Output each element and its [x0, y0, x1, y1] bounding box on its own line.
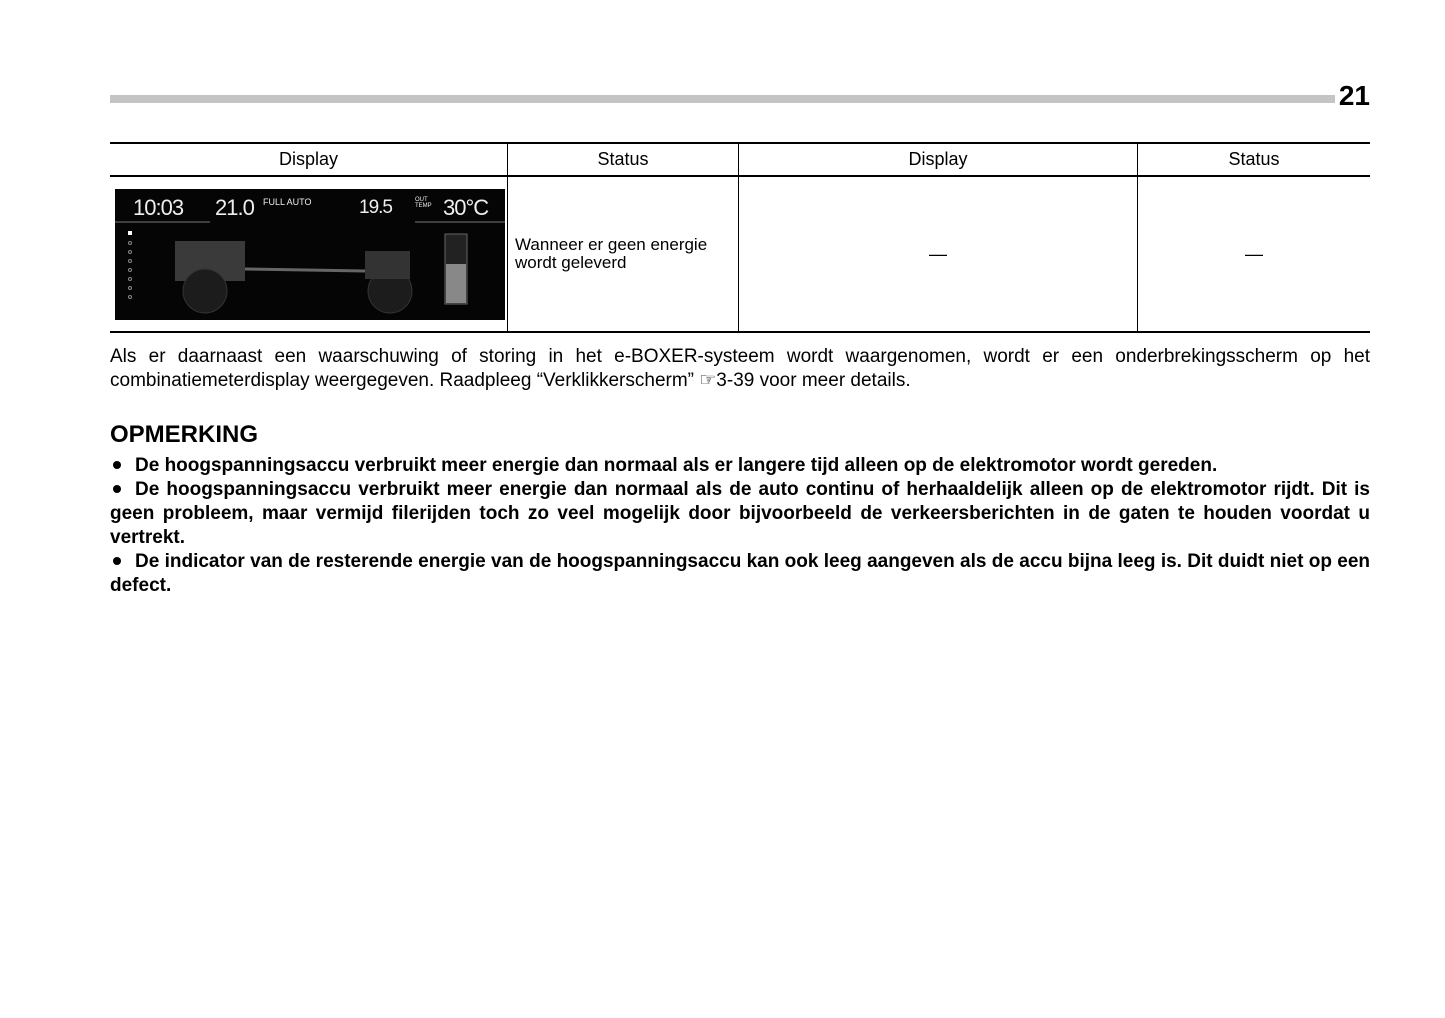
note-text: De indicator van de resterende energie van de hoogspanningsaccu kan ook leeg aangeven als de accu bijna leeg is. Dit duidt niet op een defect. [110, 551, 1370, 596]
header-display: Display [110, 143, 508, 176]
body-paragraph: Als er daarnaast een waarschuwing of storing in het e-BOXER-systeem wordt waargenomen, wordt er een onderbrekingsscherm op het combinatiemeterdisplay weergegeven. Raadpleeg “Verklikkerscherm” ☞3-39 voor meer details. [110, 346, 1370, 391]
header-rule [110, 95, 1335, 103]
out-temp-text: 30°C [443, 194, 489, 220]
clock-text: 10:03 [133, 194, 184, 220]
status-text: Wanneer er geen energie wordt geleverd [508, 176, 739, 332]
page-number: 21 [1338, 80, 1370, 111]
note-text: De hoogspanningsaccu verbruikt meer energie dan normaal als er langere tijd alleen op de elektromotor wordt gereden. [135, 455, 1218, 476]
note-text: De hoogspanningsaccu verbruikt meer energie dan normaal als de auto continu of herhaaldelijk alleen op de elektromotor rijdt. Dit is geen probleem, maar vermijd filerijden toch zo veel mogelijk door bijvoorbeeld de verkeersberichten in de gaten te houden voordat u vertrekt. [110, 479, 1370, 548]
bullet-icon [113, 557, 121, 565]
drivetrain-illustration [115, 189, 505, 320]
note-list [110, 454, 1370, 598]
temp-set-text: 21.0 [215, 194, 254, 220]
temp-right-text: 19.5 [359, 196, 392, 218]
header-status: Status [508, 143, 739, 176]
note-item [110, 478, 1370, 550]
bullet-icon [113, 485, 121, 493]
status-empty: — [1138, 176, 1371, 332]
display-empty: — [739, 176, 1138, 332]
header-display-2: Display [739, 143, 1138, 176]
display-status-table [110, 142, 1370, 333]
mode-text: FULL AUTO [263, 196, 312, 207]
table-row [110, 176, 1370, 332]
note-item [110, 550, 1370, 598]
combination-meter-display-image [115, 189, 505, 320]
out-temp-label: OUT TEMP [415, 196, 432, 209]
bullet-icon [113, 461, 121, 469]
note-title: OPMERKING [110, 421, 259, 448]
header-status-2: Status [1138, 143, 1371, 176]
note-item [110, 454, 1370, 478]
